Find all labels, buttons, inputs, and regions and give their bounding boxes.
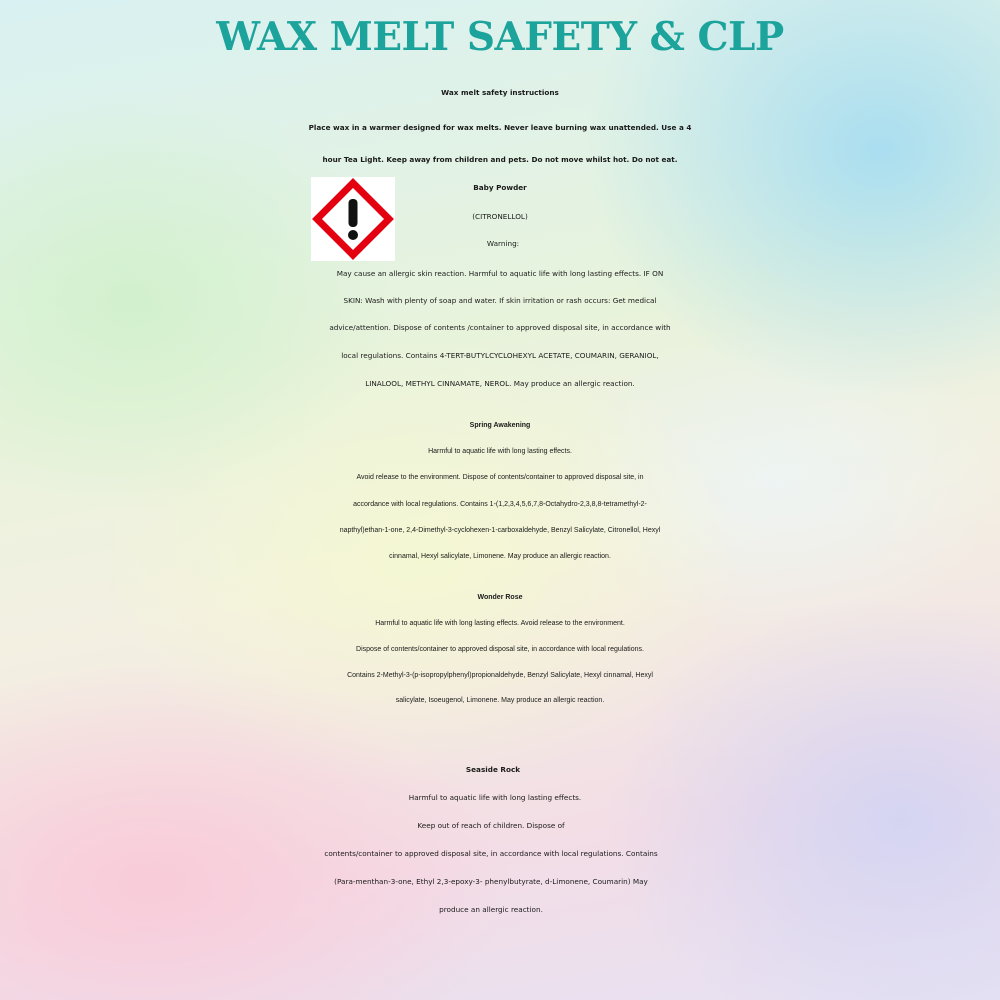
spring-awakening-line-3: accordance with local regulations. Contains 1-(1,2,3,4,5,6,7,8-Octahydro-2,3,8,8-tetramethyl-2-: [353, 501, 647, 508]
product-subtitle-baby-powder: (CITRONELLOL): [472, 212, 528, 221]
product-name-seaside-rock: Seaside Rock: [465, 765, 521, 774]
safety-line-2: hour Tea Light. Keep away from children and pets. Do not move whilst hot. Do not eat.: [322, 155, 678, 164]
seaside-rock-line-3: contents/container to approved disposal site, in accordance with local regulations. Contains: [324, 849, 658, 858]
baby-powder-line-4: local regulations. Contains 4-TERT-BUTYLCYCLOHEXYL ACETATE, COUMARIN, GERANIOL,: [341, 351, 659, 360]
product-name-baby-powder: Baby Powder: [473, 183, 527, 192]
signal-word: Warning:: [486, 239, 520, 248]
wonder-rose-line-2: Dispose of contents/container to approved disposal site, in accordance with local regulations.: [356, 646, 644, 653]
baby-powder-line-1: May cause an allergic skin reaction. Harmful to aquatic life with long lasting effects. IF ON: [336, 269, 664, 278]
page-title: WAX MELT SAFETY & CLP: [216, 14, 784, 60]
baby-powder-line-2: SKIN: Wash with plenty of soap and water. If skin irritation or rash occurs: Get medical: [343, 296, 657, 305]
spring-awakening-line-1: Harmful to aquatic life with long lasting effects.: [428, 448, 572, 455]
seaside-rock-line-2: Keep out of reach of children. Dispose of: [417, 821, 565, 830]
wonder-rose-line-3: Contains 2-Methyl-3-(p-isopropylphenyl)propionaldehyde, Benzyl Salicylate, Hexyl cinnamal, Hexyl: [347, 672, 653, 679]
spring-awakening-line-2: Avoid release to the environment. Dispose of contents/container to approved disposal site, in: [356, 474, 644, 481]
spring-awakening-line-4: napthyl)ethan-1-one, 2,4-Dimethyl-3-cyclohexen-1-carboxaldehyde, Benzyl Salicylate, Citronellol, Hexyl: [339, 527, 661, 534]
seaside-rock-line-4: (Para-menthan-3-one, Ethyl 2,3-epoxy-3- phenylbutyrate, d-Limonene, Coumarin) May: [334, 877, 648, 886]
product-name-wonder-rose: Wonder Rose: [477, 594, 523, 601]
product-name-spring-awakening: Spring Awakening: [469, 422, 531, 429]
seaside-rock-line-5: produce an allergic reaction.: [439, 905, 543, 914]
safety-heading: Wax melt safety instructions: [441, 88, 559, 97]
baby-powder-line-3: advice/attention. Dispose of contents /container to approved disposal site, in accordance with: [329, 323, 671, 332]
seaside-rock-line-1: Harmful to aquatic life with long lasting effects.: [408, 793, 582, 802]
safety-line-1: Place wax in a warmer designed for wax melts. Never leave burning wax unattended. Use a 4: [308, 123, 692, 132]
spring-awakening-line-5: cinnamal, Hexyl salicylate, Limonene. May produce an allergic reaction.: [389, 553, 611, 560]
wonder-rose-line-1: Harmful to aquatic life with long lasting effects. Avoid release to the environment.: [375, 620, 625, 627]
baby-powder-line-5: LINALOOL, METHYL CINNAMATE, NEROL. May produce an allergic reaction.: [365, 379, 635, 388]
wonder-rose-line-4: salicylate, Isoeugenol, Limonene. May produce an allergic reaction.: [395, 697, 605, 704]
